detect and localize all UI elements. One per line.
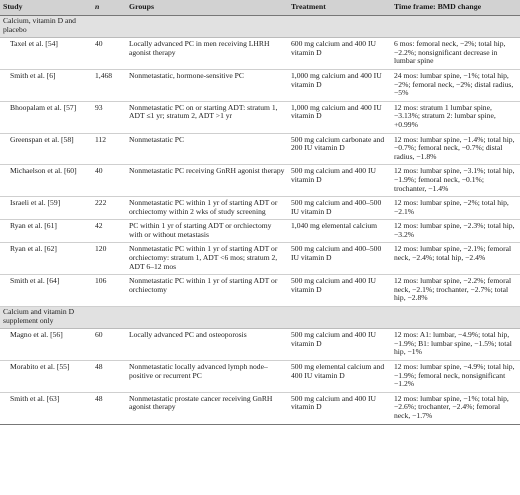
header-n: n bbox=[92, 0, 126, 16]
cell-study: Israeli et al. [59] bbox=[0, 197, 92, 220]
cell-groups: Nonmetastatic PC within 1 yr of starting ADT or orchiectomy bbox=[126, 275, 288, 307]
cell-time: 12 mos: lumbar spine, −4.9%; total hip, −1.9%; femoral neck, nonsignificant −1.2% bbox=[391, 361, 520, 393]
cell-treatment: 1,000 mg calcium and 400 IU vitamin D bbox=[288, 69, 391, 101]
cell-groups: PC within 1 yr of starting ADT or orchiectomy with or without metastasis bbox=[126, 220, 288, 243]
cell-groups: Nonmetastatic PC within 1 yr of starting ADT or orchiectomy: stratum 1, ADT <6 mos; stratum 2, ADT 6–12 mos bbox=[126, 243, 288, 275]
header-study: Study bbox=[0, 0, 92, 16]
table-row bbox=[0, 197, 520, 220]
cell-time: 12 mos: lumbar spine, −1.4%; total hip, −0.7%; femoral neck, −0.7%; distal radius, −1.8% bbox=[391, 133, 520, 165]
cell-time: 12 mos: lumbar spine, −2.3%; total hip, −3.2% bbox=[391, 220, 520, 243]
cell-groups: Nonmetastatic PC receiving GnRH agonist therapy bbox=[126, 165, 288, 197]
table-row bbox=[0, 329, 520, 361]
cell-n: 40 bbox=[92, 165, 126, 197]
cell-groups: Nonmetastatic prostate cancer receiving GnRH agonist therapy bbox=[126, 392, 288, 424]
cell-time: 12 mos: lumbar spine, −1%; total hip, −2.6%; trochanter, −2.4%; femoral neck, −1.7% bbox=[391, 392, 520, 424]
cell-time: 6 mos: femoral neck, −2%; total hip, −2.2%; nonsignificant decrease in lumbar spine bbox=[391, 38, 520, 70]
table-row bbox=[0, 275, 520, 307]
cell-time: 12 mos: A1: lumbar, −4.9%; total hip, −1.9%; B1: lumbar spine, −1.5%; total hip, −1% bbox=[391, 329, 520, 361]
header-groups: Groups bbox=[126, 0, 288, 16]
cell-treatment: 500 mg calcium and 400 IU vitamin D bbox=[288, 275, 391, 307]
cell-n: 106 bbox=[92, 275, 126, 307]
cell-groups: Locally advanced PC in men receiving LHRH agonist therapy bbox=[126, 38, 288, 70]
cell-groups: Nonmetastatic PC bbox=[126, 133, 288, 165]
cell-groups: Nonmetastatic PC on or starting ADT: stratum 1, ADT ≤1 yr; stratum 2, ADT >1 yr bbox=[126, 101, 288, 133]
cell-n: 93 bbox=[92, 101, 126, 133]
cell-n: 48 bbox=[92, 361, 126, 393]
table-row bbox=[0, 392, 520, 424]
cell-groups: Nonmetastatic locally advanced lymph node–positive or recurrent PC bbox=[126, 361, 288, 393]
header-time-frame: Time frame: BMD change bbox=[391, 0, 520, 16]
header-treatment: Treatment bbox=[288, 0, 391, 16]
cell-study: Greenspan et al. [58] bbox=[0, 133, 92, 165]
cell-n: 112 bbox=[92, 133, 126, 165]
cell-treatment: 500 mg calcium carbonate and 200 IU vitamin D bbox=[288, 133, 391, 165]
cell-n: 40 bbox=[92, 38, 126, 70]
cell-n: 1,468 bbox=[92, 69, 126, 101]
cell-time: 12 mos: lumbar spine, −2%; total hip, −2.1% bbox=[391, 197, 520, 220]
cell-treatment: 1,040 mg elemental calcium bbox=[288, 220, 391, 243]
cell-study: Morabito et al. [55] bbox=[0, 361, 92, 393]
cell-study: Taxel et al. [54] bbox=[0, 38, 92, 70]
table-row bbox=[0, 133, 520, 165]
cell-n: 60 bbox=[92, 329, 126, 361]
cell-time: 12 mos: lumbar spine, −2.1%; femoral neck, −2.4%; total hip, −2.4% bbox=[391, 243, 520, 275]
table-row bbox=[0, 220, 520, 243]
cell-treatment: 500 mg calcium and 400–500 IU vitamin D bbox=[288, 243, 391, 275]
cell-treatment: 500 mg elemental calcium and 400 IU vitamin D bbox=[288, 361, 391, 393]
cell-time: 12 mos: stratum 1 lumbar spine, −3.13%; stratum 2: lumbar spine, +0.99% bbox=[391, 101, 520, 133]
cell-n: 222 bbox=[92, 197, 126, 220]
cell-treatment: 500 mg calcium and 400–500 IU vitamin D bbox=[288, 197, 391, 220]
cell-n: 48 bbox=[92, 392, 126, 424]
table-row bbox=[0, 38, 520, 70]
section-row bbox=[0, 307, 520, 329]
cell-time: 12 mos: lumbar spine, −2.2%; femoral neck, −2.1%; trochanter, −2.7%; total hip, −2.8% bbox=[391, 275, 520, 307]
cell-study: Magno et al. [56] bbox=[0, 329, 92, 361]
table-row bbox=[0, 165, 520, 197]
cell-study: Smith et al. [64] bbox=[0, 275, 92, 307]
cell-groups: Locally advanced PC and osteoporosis bbox=[126, 329, 288, 361]
cell-study: Smith et al. [6] bbox=[0, 69, 92, 101]
cell-treatment: 600 mg calcium and 400 IU vitamin D bbox=[288, 38, 391, 70]
cell-n: 42 bbox=[92, 220, 126, 243]
cell-n: 120 bbox=[92, 243, 126, 275]
table-row bbox=[0, 361, 520, 393]
cell-study: Ryan et al. [61] bbox=[0, 220, 92, 243]
section-row bbox=[0, 16, 520, 38]
table-header-row bbox=[0, 0, 520, 16]
cell-treatment: 1,000 mg calcium and 400 IU vitamin D bbox=[288, 101, 391, 133]
table-row bbox=[0, 101, 520, 133]
cell-time: 24 mos: lumbar spine, −1%; total hip, −2%; femoral neck, −2%; distal radius, −5% bbox=[391, 69, 520, 101]
cell-study: Michaelson et al. [60] bbox=[0, 165, 92, 197]
cell-groups: Nonmetastatic, hormone-sensitive PC bbox=[126, 69, 288, 101]
section-title: Calcium and vitamin D supplement only bbox=[0, 307, 92, 329]
cell-treatment: 500 mg calcium and 400 IU vitamin D bbox=[288, 392, 391, 424]
table-row bbox=[0, 69, 520, 101]
cell-time: 12 mos: lumbar spine, −3.1%; total hip, −1.9%; femoral neck, −0.1%; trochanter, −1.4% bbox=[391, 165, 520, 197]
cell-study: Ryan et al. [62] bbox=[0, 243, 92, 275]
cell-treatment: 500 mg calcium and 400 IU vitamin D bbox=[288, 165, 391, 197]
table-row bbox=[0, 243, 520, 275]
cell-study: Bhoopalam et al. [57] bbox=[0, 101, 92, 133]
cell-study: Smith et al. [63] bbox=[0, 392, 92, 424]
section-title: Calcium, vitamin D and placebo bbox=[0, 16, 92, 38]
cell-treatment: 500 mg calcium and 400 IU vitamin D bbox=[288, 329, 391, 361]
cell-groups: Nonmetastatic PC within 1 yr of starting ADT or orchiectomy within 2 wks of study screening bbox=[126, 197, 288, 220]
